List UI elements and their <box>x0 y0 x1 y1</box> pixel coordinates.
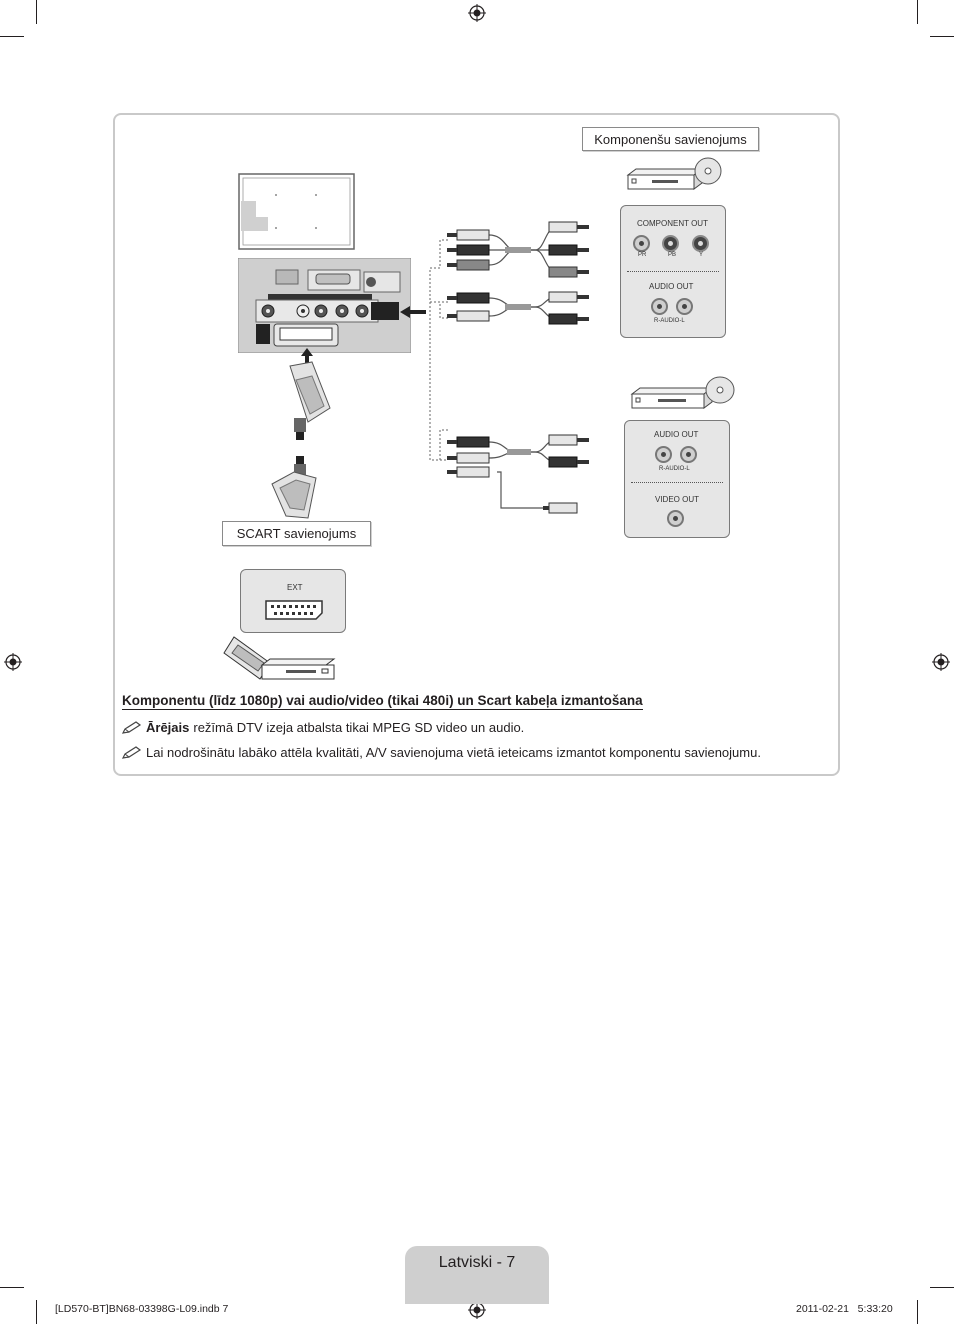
note-2-text: Lai nodrošinātu labāko attēla kvalitāti, A/V savienojuma vietā ieteicams izmantot komponentu savienojumu. <box>146 745 761 760</box>
note-1-bold: Ārējais <box>146 720 190 735</box>
separator <box>631 482 723 483</box>
pencil-note-icon <box>122 721 142 735</box>
pb-label: PB <box>668 252 677 258</box>
av-audio-l-jack <box>680 446 697 463</box>
crop-mark <box>36 1300 37 1324</box>
av-audio-r-jack <box>655 446 672 463</box>
registration-mark-icon <box>4 653 22 671</box>
footer-file-info: [LD570-BT]BN68-03398G-L09.indb 7 <box>55 1303 229 1315</box>
component-out-label: COMPONENT OUT <box>637 219 708 228</box>
rca-plug-icon <box>445 430 595 520</box>
section-heading: Komponentu (līdz 1080p) vai audio/video (tikai 480i) un Scart kabeļa izmantošana <box>122 693 643 708</box>
separator <box>627 271 719 272</box>
pencil-note-icon <box>122 746 142 760</box>
tv-back-illustration <box>238 173 355 250</box>
dvd-player-icon <box>628 376 738 416</box>
av-audio-sub-label: R-AUDIO-L <box>659 466 690 472</box>
footer-timestamp: 2011-02-21 5:33:20 <box>796 1303 893 1315</box>
audio-out-label: AUDIO OUT <box>649 282 694 291</box>
y-label: Y <box>699 252 704 258</box>
tv-connector-panel <box>238 258 411 353</box>
scart-plug-icon <box>268 360 338 520</box>
audio-sub-label: R-AUDIO-L <box>654 318 685 324</box>
registration-mark-icon <box>932 653 950 671</box>
scart-socket-icon <box>264 599 324 621</box>
pb-jack <box>662 235 679 252</box>
component-connection-label: Komponenšu savienojums <box>582 127 759 151</box>
audio-l-jack <box>676 298 693 315</box>
vcr-icon <box>222 633 340 683</box>
pr-jack <box>633 235 650 252</box>
note-2 <box>122 745 761 760</box>
crop-mark <box>0 36 24 37</box>
crop-mark <box>36 0 37 24</box>
crop-mark <box>917 0 918 24</box>
crop-mark <box>0 1287 24 1288</box>
y-jack <box>692 235 709 252</box>
video-out-jack <box>667 510 684 527</box>
pr-label: PR <box>638 252 647 258</box>
crop-mark <box>930 1287 954 1288</box>
rca-plug-icon <box>445 215 595 330</box>
av-audio-out-label: AUDIO OUT <box>654 430 699 439</box>
registration-mark-icon <box>468 4 486 22</box>
note-1-text: režīmā DTV izeja atbalsta tikai MPEG SD video un audio. <box>193 720 525 735</box>
audio-r-jack <box>651 298 668 315</box>
video-out-label: VIDEO OUT <box>655 495 700 504</box>
crop-mark <box>930 36 954 37</box>
note-1 <box>122 720 524 735</box>
ext-label: EXT <box>287 583 303 592</box>
scart-connection-label: SCART savienojums <box>222 521 371 546</box>
crop-mark <box>917 1300 918 1324</box>
dvd-player-icon <box>624 157 724 197</box>
page-number-tab: Latviski - 7 <box>405 1246 549 1304</box>
